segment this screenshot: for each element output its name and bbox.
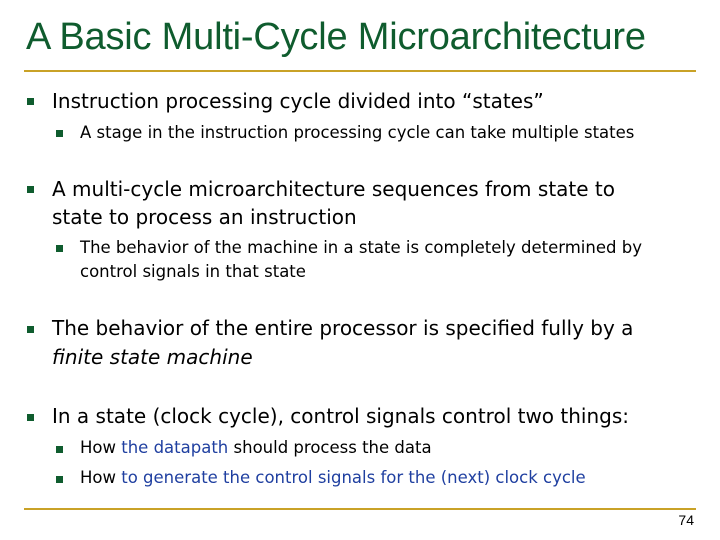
bullet-marker (27, 414, 34, 421)
bullet-marker (27, 98, 34, 105)
bullet-4-sub-1-pre: How (80, 438, 122, 457)
sub-bullet-marker (56, 476, 63, 483)
page-number: 74 (678, 512, 694, 528)
title-divider (24, 70, 696, 72)
bullet-marker (27, 326, 34, 333)
sub-bullet-marker (56, 245, 63, 252)
bullet-2-sub-1-line-2: control signals in that state (80, 262, 306, 281)
bullet-2-line-2: state to process an instruction (52, 205, 357, 229)
bullet-4-sub-2-highlight: to generate the control signals for the (next) clock cycle (121, 468, 586, 487)
bullet-4-sub-1-highlight: the datapath (121, 438, 229, 457)
sub-bullet-marker (56, 446, 63, 453)
bullet-2-sub-1-line-1: The behavior of the machine in a state is completely determined by (80, 238, 642, 257)
slide-title: A Basic Multi-Cycle Microarchitecture (26, 16, 646, 58)
bullet-3-line-1: The behavior of the entire processor is specified fully by a (52, 316, 634, 340)
bullet-4-sub-1 (80, 438, 432, 457)
bullet-4-sub-1-post: should process the data (228, 438, 432, 457)
sub-bullet-marker (56, 130, 63, 137)
bullet-4-sub-2-pre: How (80, 468, 122, 487)
bullet-3-line-2: finite state machine (52, 345, 253, 369)
bullet-1-text: Instruction processing cycle divided into “states” (52, 89, 544, 113)
bullet-marker (27, 186, 34, 193)
bullet-4-text: In a state (clock cycle), control signals control two things: (52, 404, 630, 428)
footer-divider (24, 508, 696, 510)
bullet-1-sub-1: A stage in the instruction processing cycle can take multiple states (80, 123, 635, 142)
bullet-4-sub-2 (80, 468, 586, 487)
bullet-2-line-1: A multi-cycle microarchitecture sequences from state to (52, 177, 615, 201)
